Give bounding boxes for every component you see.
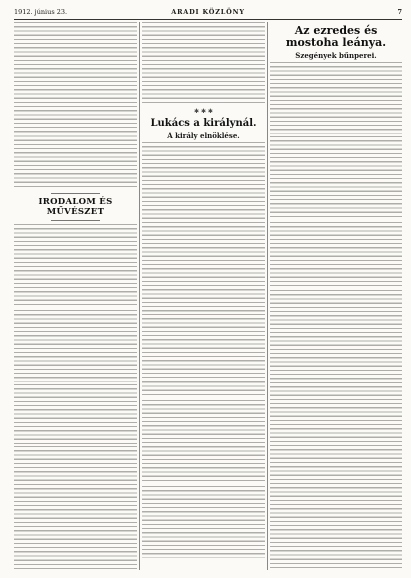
text-lines	[142, 222, 265, 312]
lukacs-story-body	[142, 142, 265, 558]
text-lines	[14, 446, 137, 482]
middle-column	[142, 22, 265, 570]
left-column	[14, 22, 137, 570]
text-lines	[142, 400, 265, 484]
column-divider-2	[267, 22, 268, 570]
text-lines	[142, 486, 265, 558]
text-lines	[14, 224, 137, 308]
section-heading-literature-art: IRODALOM ÉS MŰVÉSZET	[38, 197, 113, 217]
middle-article-continuation	[142, 22, 265, 106]
text-lines	[142, 142, 265, 220]
story-subheading: Szegények bűnperei.	[295, 51, 377, 60]
text-lines	[270, 222, 402, 288]
colonel-story-body	[270, 62, 402, 570]
paper-title: ARADI KÖZLÖNY	[171, 8, 245, 16]
masthead-divider	[14, 19, 402, 20]
story-subheading: A király elnöklése.	[167, 131, 240, 140]
section-rule	[51, 193, 100, 194]
text-lines	[270, 62, 402, 134]
text-lines	[270, 382, 402, 460]
masthead	[14, 6, 402, 18]
text-lines	[14, 310, 137, 382]
text-lines	[142, 314, 265, 398]
story-heading-colonel: Az ezredes és mostoha leánya.	[285, 24, 387, 49]
separator-stars: ✱ ✱ ✱	[194, 108, 213, 115]
text-lines	[14, 484, 137, 570]
page-number: 7	[397, 8, 402, 16]
text-lines	[142, 22, 265, 106]
issue-date: 1912. június 23.	[14, 8, 68, 16]
text-lines	[14, 384, 137, 444]
literature-art-body	[14, 224, 137, 570]
story-heading-lukacs: Lukács a királynál.	[150, 118, 257, 129]
text-lines	[270, 136, 402, 220]
text-lines	[270, 290, 402, 380]
right-column	[270, 22, 402, 570]
section-rule	[51, 220, 100, 221]
column-divider-1	[139, 22, 140, 570]
text-lines	[270, 462, 402, 570]
left-article-continuation	[14, 22, 137, 190]
text-lines	[14, 22, 137, 190]
